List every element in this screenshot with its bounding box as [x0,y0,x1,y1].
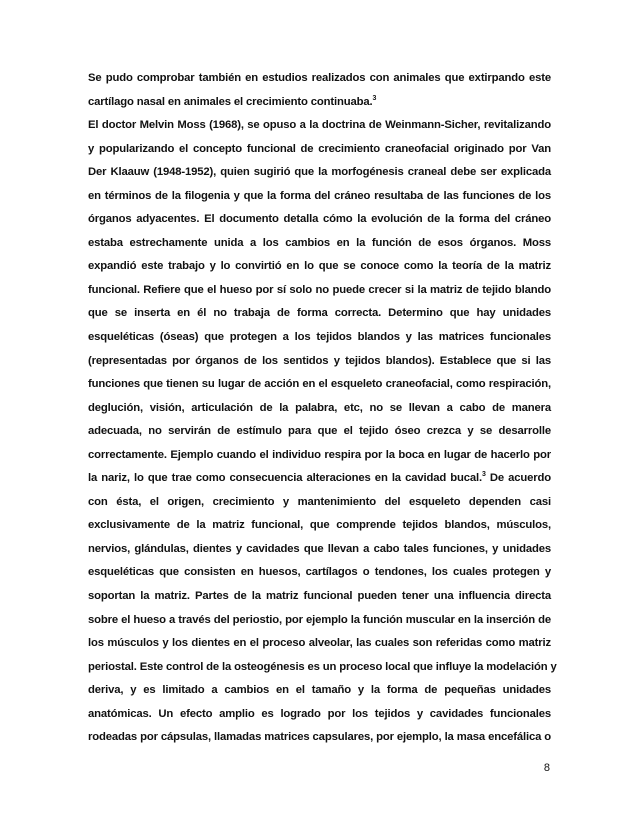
text-line-content: la nariz, lo que trae como consecuencia alteraciones en la cavidad bucal. [88,472,482,485]
text-line: Der Klaauw (1948-1952), quien sugirió que la morfogénesis craneal debe ser explicada [88,166,551,179]
text-line-tail: De acuerdo [485,472,552,485]
body-text [88,67,557,750]
text-line: (representadas por órganos de los sentidos y tejidos blandos). Establece que si las [88,354,551,367]
text-line: periostal. Este control de la osteogénesis es un proceso local que influye la modelación y [88,660,557,673]
text-line: adecuada, no servirán de estímulo para que el tejido óseo crezca y se desarrolle [88,425,551,438]
text-line: rodeadas por cápsulas, llamadas matrices capsulares, por ejemplo, la masa encefálica o [88,731,551,744]
text-line: estaba estrechamente unida a los cambios en la función de esos órganos. Moss [88,236,551,249]
text-line [88,467,551,491]
text-line-content: cartílago nasal en animales el crecimiento continuaba. [88,95,373,108]
text-line: anatómicas. Un efecto amplio es logrado por los tejidos y cavidades funcionales [88,707,551,720]
text-line: exclusivamente de la matriz funcional, que comprende tejidos blandos, músculos, [88,519,551,532]
page-number: 8 [543,762,550,774]
text-line: órganos adyacentes. El documento detalla cómo la evolución de la forma del cráneo [88,213,551,226]
text-line: funciones que tienen su lugar de acción en el esqueleto craneofacial, como respiración, [88,378,551,391]
text-line: soportan la matriz. Partes de la matriz funcional pueden tener una influencia directa [88,590,551,603]
text-line: en términos de la filogenia y que la forma del cráneo resultaba de las funciones de los [88,189,551,202]
text-line: con ésta, el origen, crecimiento y mantenimiento del esqueleto dependen casi [88,495,551,508]
text-line: esqueléticas que consisten en huesos, cartílagos o tendones, los cuales protegen y [88,566,551,579]
text-line: esqueléticas (óseas) que protegen a los tejidos blandos y las matrices funcionales [88,331,551,344]
text-line: El doctor Melvin Moss (1968), se opuso a la doctrina de Weinmann-Sicher, revitalizando [88,119,551,132]
text-line: funcional. Refiere que el hueso por sí solo no puede crecer si la matriz de tejido blando [88,283,551,296]
text-line: correctamente. Ejemplo cuando el individuo respira por la boca en lugar de hacerlo por [88,448,551,461]
footnote-ref: 3 [481,471,486,479]
footnote-ref: 3 [372,94,377,102]
text-line: y popularizando el concepto funcional de crecimiento craneofacial originado por Van [88,142,551,155]
text-line: que se inserta en él no trabaja de forma correcta. Determino que hay unidades [88,307,551,320]
text-line [88,91,551,115]
text-line: deglución, visión, articulación de la palabra, etc, no se llevan a cabo de manera [88,401,551,414]
text-line: los músculos y los dientes en el proceso alveolar, las cuales son referidas como matriz [88,637,551,650]
text-line: Se pudo comprobar también en estudios realizados con animales que extirpando este [88,72,551,84]
text-line: deriva, y es limitado a cambios en el tamaño y la forma de pequeñas unidades [88,684,551,697]
text-line: expandió este trabajo y lo convirtió en lo que se conoce como la teoría de la matriz [88,260,551,273]
text-line: sobre el hueso a través del periostio, por ejemplo la función muscular en la inserción de [88,613,551,626]
text-line: nervios, glándulas, dientes y cavidades que llevan a cabo tales funciones, y unidades [88,542,551,555]
